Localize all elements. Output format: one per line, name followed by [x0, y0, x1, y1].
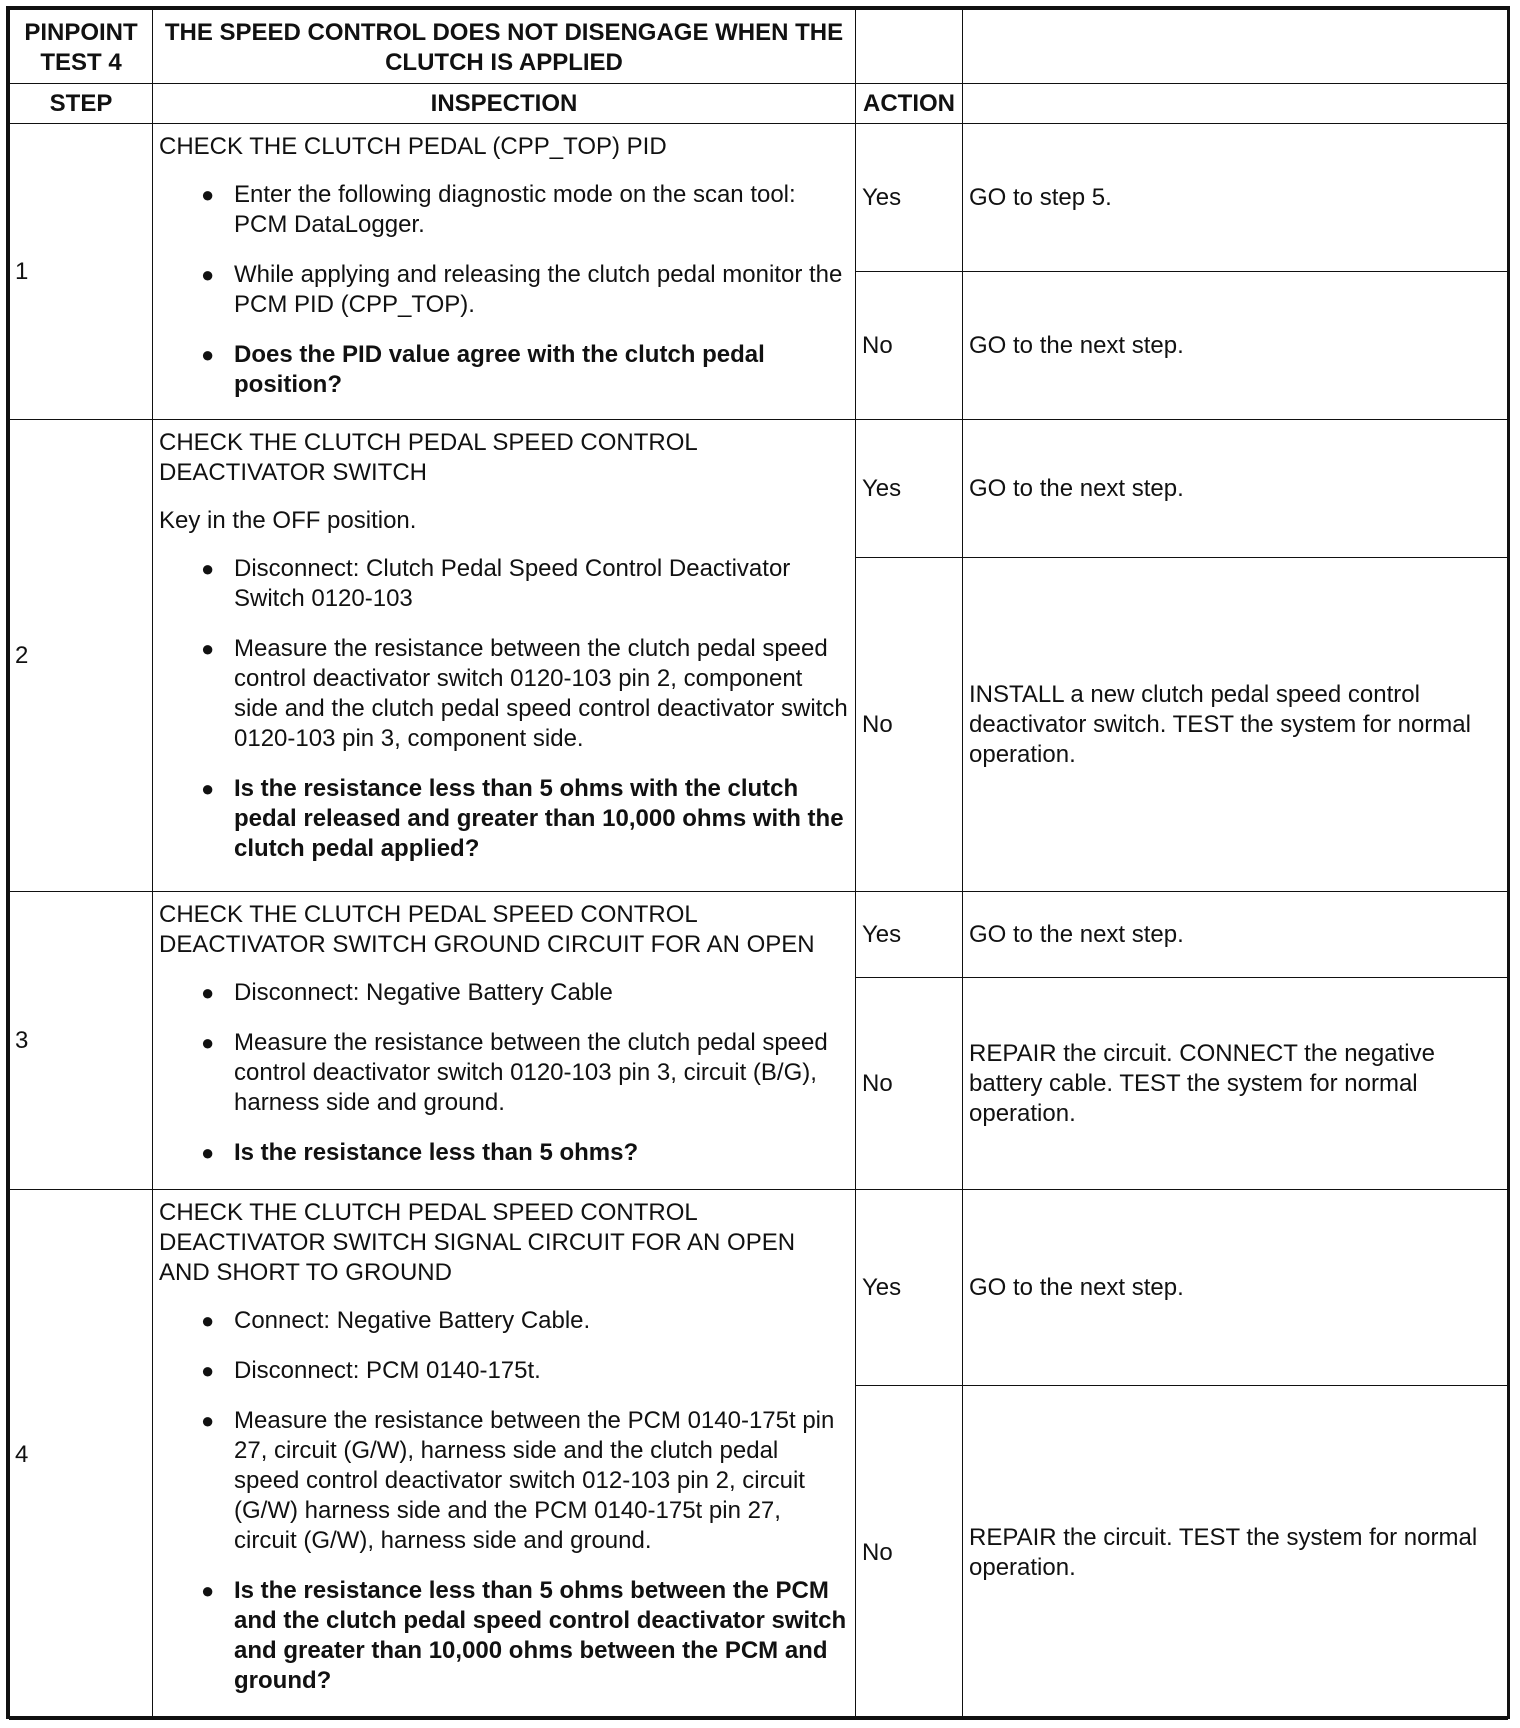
list-item: ● Disconnect: PCM 0140-175t. [201, 1357, 541, 1384]
table-row [10, 1190, 1508, 1386]
list-item: ● Disconnect: Negative Battery Cable [201, 979, 613, 1006]
step-question: ● Does the PID value agree with the clutch pedal position? [201, 341, 765, 398]
step-title: CHECK THE CLUTCH PEDAL SPEED CONTROL DEACTIVATOR SWITCH [159, 429, 697, 486]
bullet-icon: ● [201, 776, 215, 801]
action-yes-label: Yes [856, 1190, 963, 1386]
step-title: CHECK THE CLUTCH PEDAL (CPP_TOP) PID [159, 133, 667, 160]
action-no-label: No [856, 558, 963, 892]
action-yes-label: Yes [856, 420, 963, 558]
step-number: 1 [10, 124, 153, 420]
step-question: ● Is the resistance less than 5 ohms between the PCM and the clutch pedal speed control deactivator switch and greater than 10,000 ohms between the PCM and ground? [201, 1577, 847, 1694]
bullet-icon: ● [201, 980, 215, 1005]
bullet-icon: ● [201, 556, 215, 581]
step-item-list [159, 1306, 849, 1696]
pinpoint-test-table [9, 9, 1508, 1720]
step-note: Key in the OFF position. [159, 507, 417, 534]
action-no-label: No [856, 1386, 963, 1720]
column-header-inspection: INSPECTION [153, 84, 856, 124]
bullet-icon: ● [201, 1358, 215, 1383]
action-yes-result: GO to the next step. [963, 892, 1508, 978]
column-header-step: STEP [10, 84, 153, 124]
list-item: ● Measure the resistance between the PCM 0140-175t pin 27, circuit (G/W), harness side and the clutch pedal speed control deactivator switch 012-103 pin 2, circuit (G/W) harness side and the PCM 0140-175t pin 27, circuit (G/W), harness side and ground. [201, 1407, 835, 1554]
action-no-label: No [856, 272, 963, 420]
bullet-icon: ● [201, 636, 215, 661]
action-yes-result: GO to the next step. [963, 1190, 1508, 1386]
action-no-result: INSTALL a new clutch pedal speed control deactivator switch. TEST the system for normal operation. [963, 558, 1508, 892]
list-item: ● Disconnect: Clutch Pedal Speed Control Deactivator Switch 0120-103 [201, 555, 791, 612]
bullet-icon: ● [201, 342, 215, 367]
action-no-result: REPAIR the circuit. CONNECT the negative battery cable. TEST the system for normal operation. [963, 978, 1508, 1190]
step-item-list [159, 180, 849, 400]
header-blank-cell [856, 10, 963, 84]
bullet-icon: ● [201, 182, 215, 207]
action-yes-label: Yes [856, 124, 963, 272]
step-question: ● Is the resistance less than 5 ohms? [201, 1139, 639, 1166]
step-number: 4 [10, 1190, 153, 1720]
list-item: ● While applying and releasing the clutch pedal monitor the PCM PID (CPP_TOP). [201, 261, 843, 318]
table-row [10, 124, 1508, 272]
bullet-icon: ● [201, 1030, 215, 1055]
bullet-icon: ● [201, 1140, 215, 1165]
step-number: 2 [10, 420, 153, 892]
action-no-label: No [856, 978, 963, 1190]
table-row [10, 892, 1508, 978]
action-no-result: REPAIR the circuit. TEST the system for normal operation. [963, 1386, 1508, 1720]
step-item-list [159, 554, 849, 864]
list-item: ● Connect: Negative Battery Cable. [201, 1307, 591, 1334]
step-inspection [153, 420, 856, 892]
list-item: ● Measure the resistance between the clutch pedal speed control deactivator switch 0120-103 pin 3, circuit (B/G), harness side and ground. [201, 1029, 828, 1116]
step-inspection [153, 892, 856, 1190]
bullet-icon: ● [201, 1308, 215, 1333]
column-header-blank [963, 84, 1508, 124]
list-item: ● Enter the following diagnostic mode on the scan tool: PCM DataLogger. [201, 181, 796, 238]
step-inspection [153, 124, 856, 420]
action-yes-result: GO to step 5. [963, 124, 1508, 272]
pinpoint-test-sheet [6, 6, 1510, 1719]
header-blank-cell [963, 10, 1508, 84]
step-inspection [153, 1190, 856, 1720]
pinpoint-label: PINPOINT TEST 4 [10, 10, 153, 84]
bullet-icon: ● [201, 1578, 215, 1603]
bullet-icon: ● [201, 1408, 215, 1433]
step-item-list [159, 978, 849, 1168]
step-question: ● Is the resistance less than 5 ohms with the clutch pedal released and greater than 10,000 ohms with the clutch pedal applied? [201, 775, 844, 862]
bullet-icon: ● [201, 262, 215, 287]
action-no-result: GO to the next step. [963, 272, 1508, 420]
column-header-action: ACTION [856, 84, 963, 124]
step-number: 3 [10, 892, 153, 1190]
list-item: ● Measure the resistance between the clutch pedal speed control deactivator switch 0120-103 pin 2, component side and the clutch pedal speed control deactivator switch 0120-103 pin 3, component side. [201, 635, 848, 752]
action-yes-result: GO to the next step. [963, 420, 1508, 558]
action-yes-label: Yes [856, 892, 963, 978]
step-title: CHECK THE CLUTCH PEDAL SPEED CONTROL DEACTIVATOR SWITCH GROUND CIRCUIT FOR AN OPEN [159, 901, 815, 958]
table-row [10, 420, 1508, 558]
test-title: THE SPEED CONTROL DOES NOT DISENGAGE WHEN THE CLUTCH IS APPLIED [153, 10, 856, 84]
step-title: CHECK THE CLUTCH PEDAL SPEED CONTROL DEACTIVATOR SWITCH SIGNAL CIRCUIT FOR AN OPEN AND SHORT TO GROUND [159, 1199, 796, 1286]
